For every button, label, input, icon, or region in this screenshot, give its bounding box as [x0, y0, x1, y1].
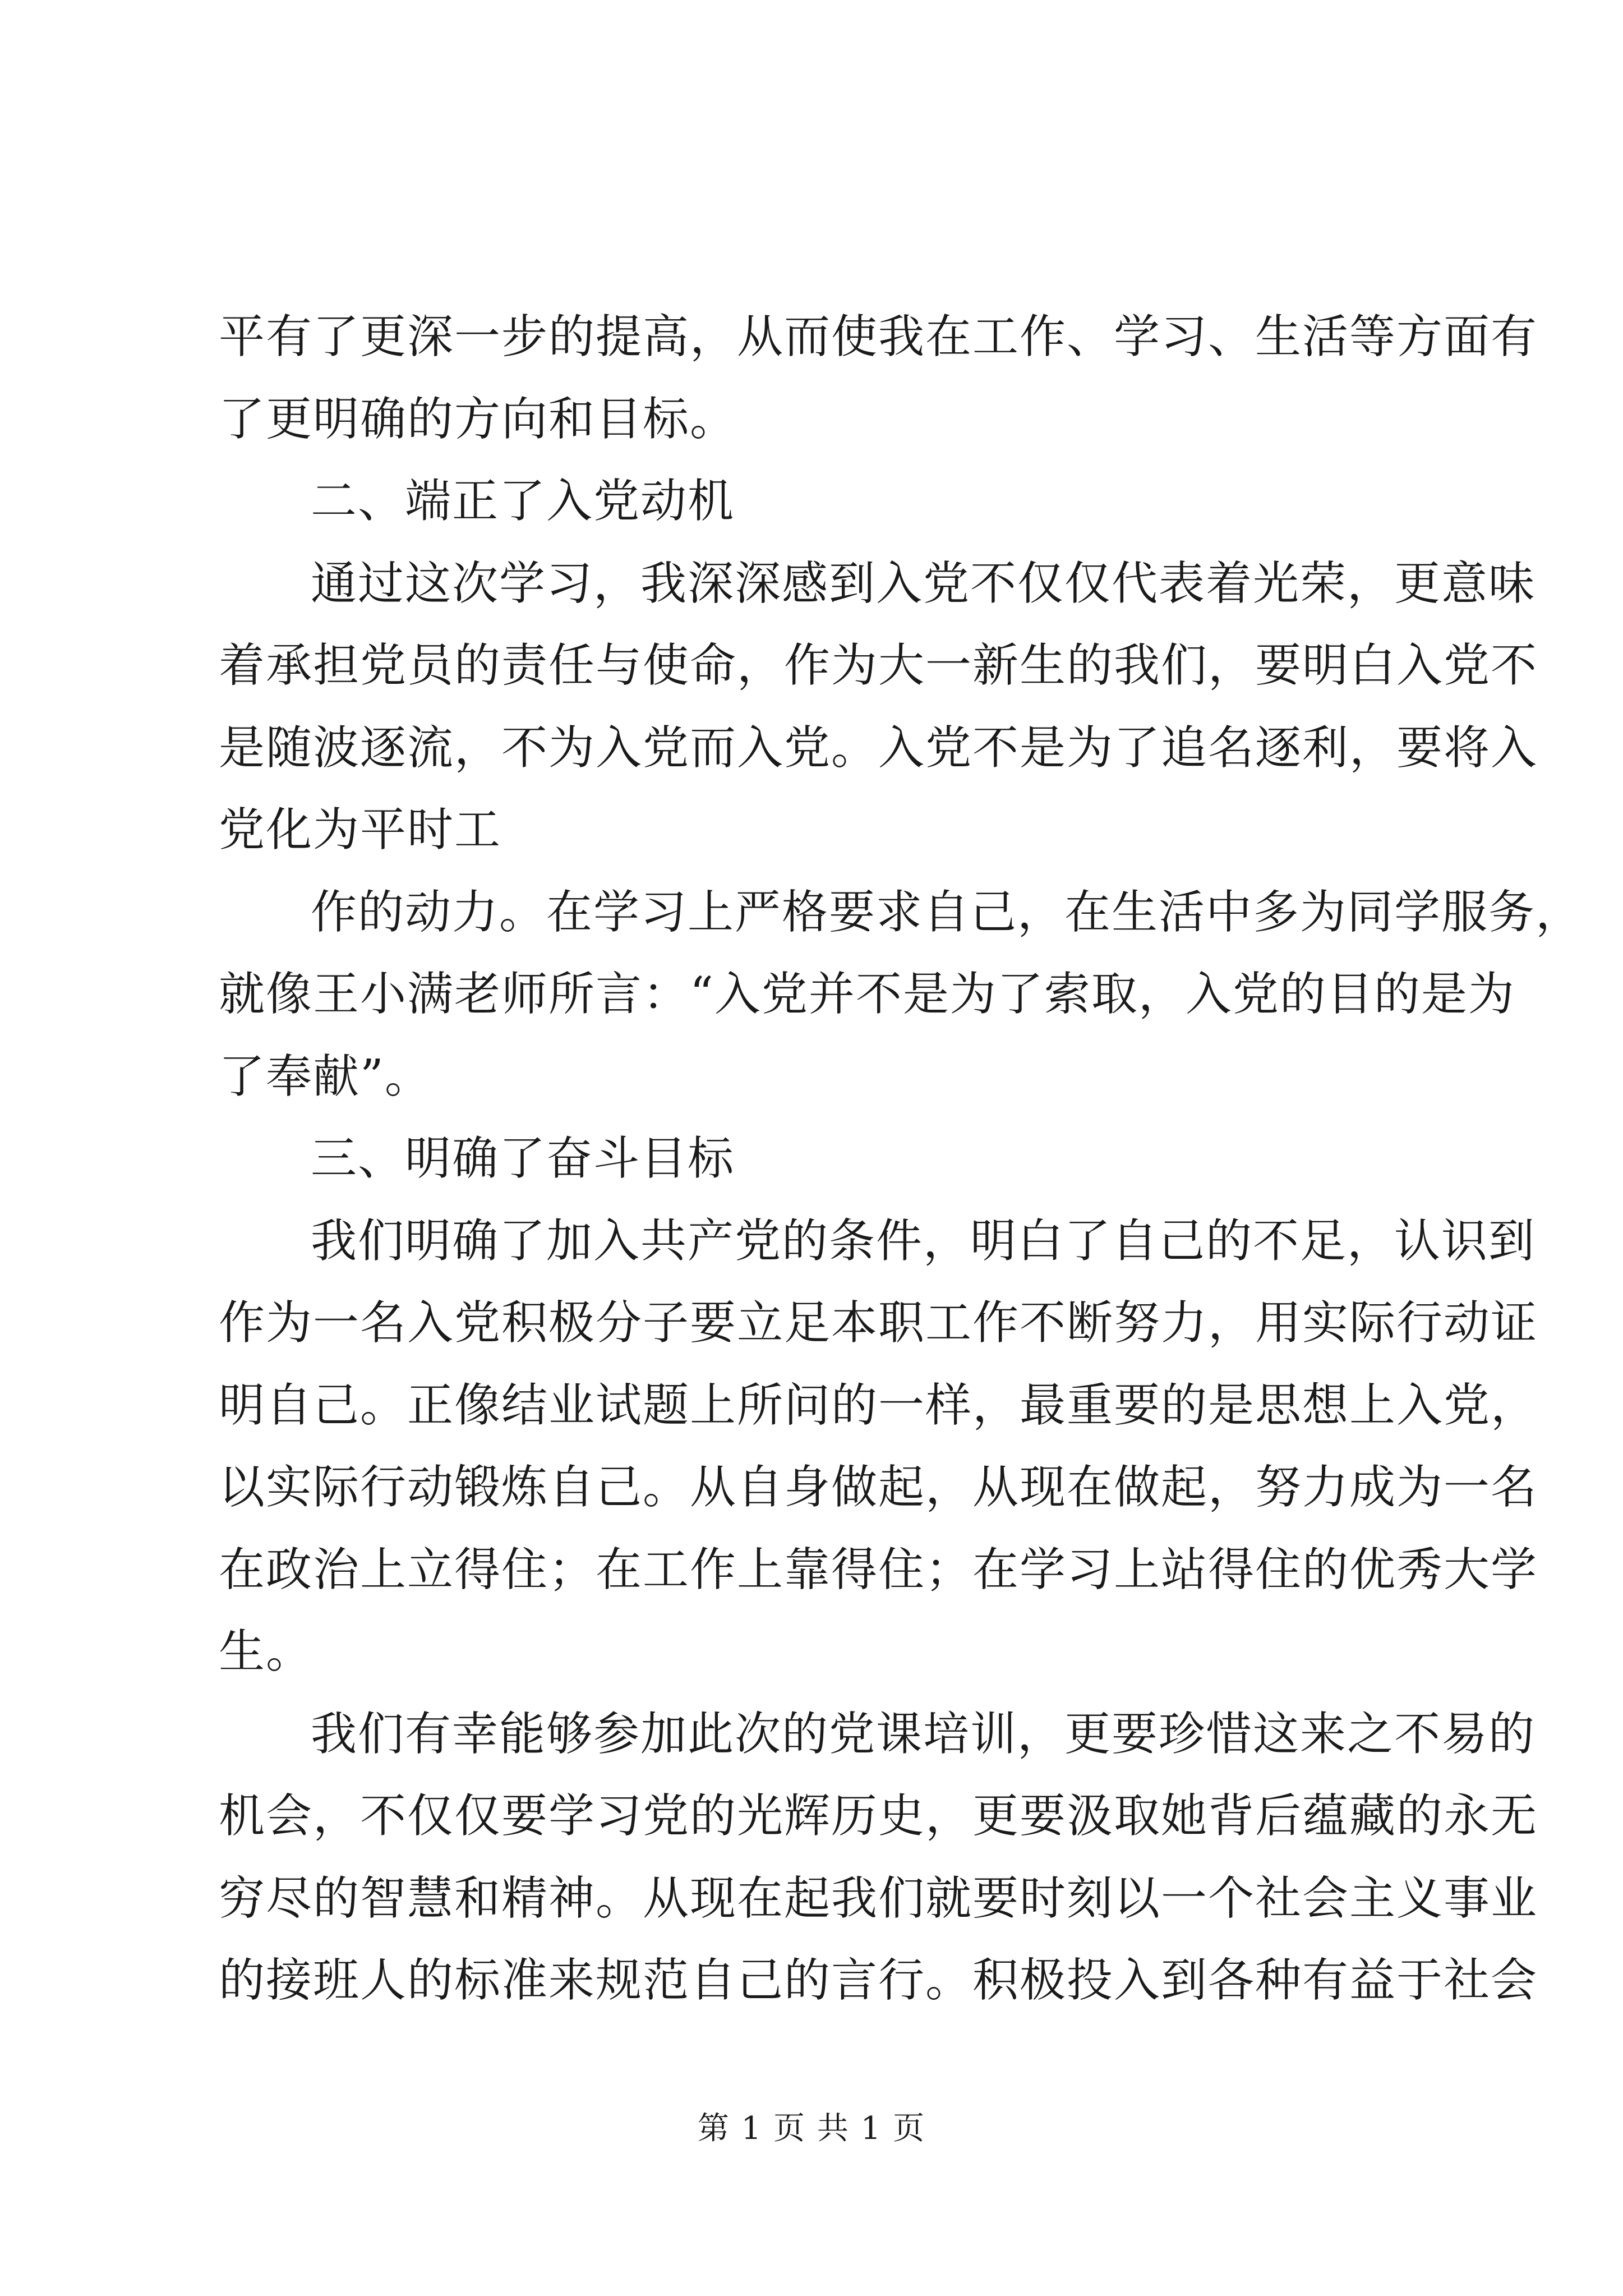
paragraph-line: 在政治上立得住；在工作上靠得住；在学习上站得住的优秀大学	[219, 1543, 1538, 1596]
paragraph-line: 就像王小满老师所言：“入党并不是为了索取，入党的目的是为	[219, 968, 1515, 1021]
paragraph-line: 机会，不仅仅要学习党的光辉历史，更要汲取她背后蕴藏的永无	[219, 1789, 1538, 1843]
paragraph-line: 明自己。正像结业试题上所问的一样，最重要的是思想上入党，	[219, 1378, 1538, 1432]
document-body	[219, 296, 1583, 2022]
paragraph-line: 的接班人的标准来规范自己的言行。积极投入到各种有益于社会	[219, 1954, 1538, 2007]
paragraph-line: 了更明确的方向和目标。	[219, 392, 737, 446]
paragraph-line-indented: 我们有幸能够参加此次的党课培训，更要珍惜这来之不易的	[311, 1707, 1536, 1761]
paragraph-line-indented: 作的动力。在学习上严格要求自己，在生活中多为同学服务，	[311, 885, 1583, 939]
paragraph-line: 是随波逐流，不为入党而入党。入党不是为了追名逐利，要将入	[219, 721, 1538, 775]
paragraph-line-indented: 二、端正了入党动机	[311, 475, 735, 528]
paragraph-line-indented: 我们明确了加入共产党的条件，明白了自己的不足，认识到	[311, 1214, 1536, 1268]
paragraph-line: 着承担党员的责任与使命，作为大一新生的我们，要明白入党不	[219, 639, 1538, 692]
paragraph-line: 党化为平时工	[219, 803, 502, 857]
paragraph-line: 了奉献”。	[219, 1050, 432, 1103]
page-footer: 第 1 页 共 1 页	[697, 2110, 926, 2147]
paragraph-line-indented: 通过这次学习，我深深感到入党不仅仅代表着光荣，更意味	[311, 556, 1536, 610]
paragraph-line: 平有了更深一步的提高，从而使我在工作、学习、生活等方面有	[219, 310, 1538, 364]
paragraph-line: 作为一名入党积极分子要立足本职工作不断努力，用实际行动证	[219, 1296, 1538, 1350]
paragraph-line-indented: 三、明确了奋斗目标	[311, 1132, 735, 1185]
paragraph-line: 穷尽的智慧和精神。从现在起我们就要时刻以一个社会主义事业	[219, 1871, 1538, 1925]
paragraph-line: 以实际行动锻炼自己。从自身做起，从现在做起，努力成为一名	[219, 1461, 1538, 1514]
paragraph-line: 生。	[219, 1625, 313, 1678]
